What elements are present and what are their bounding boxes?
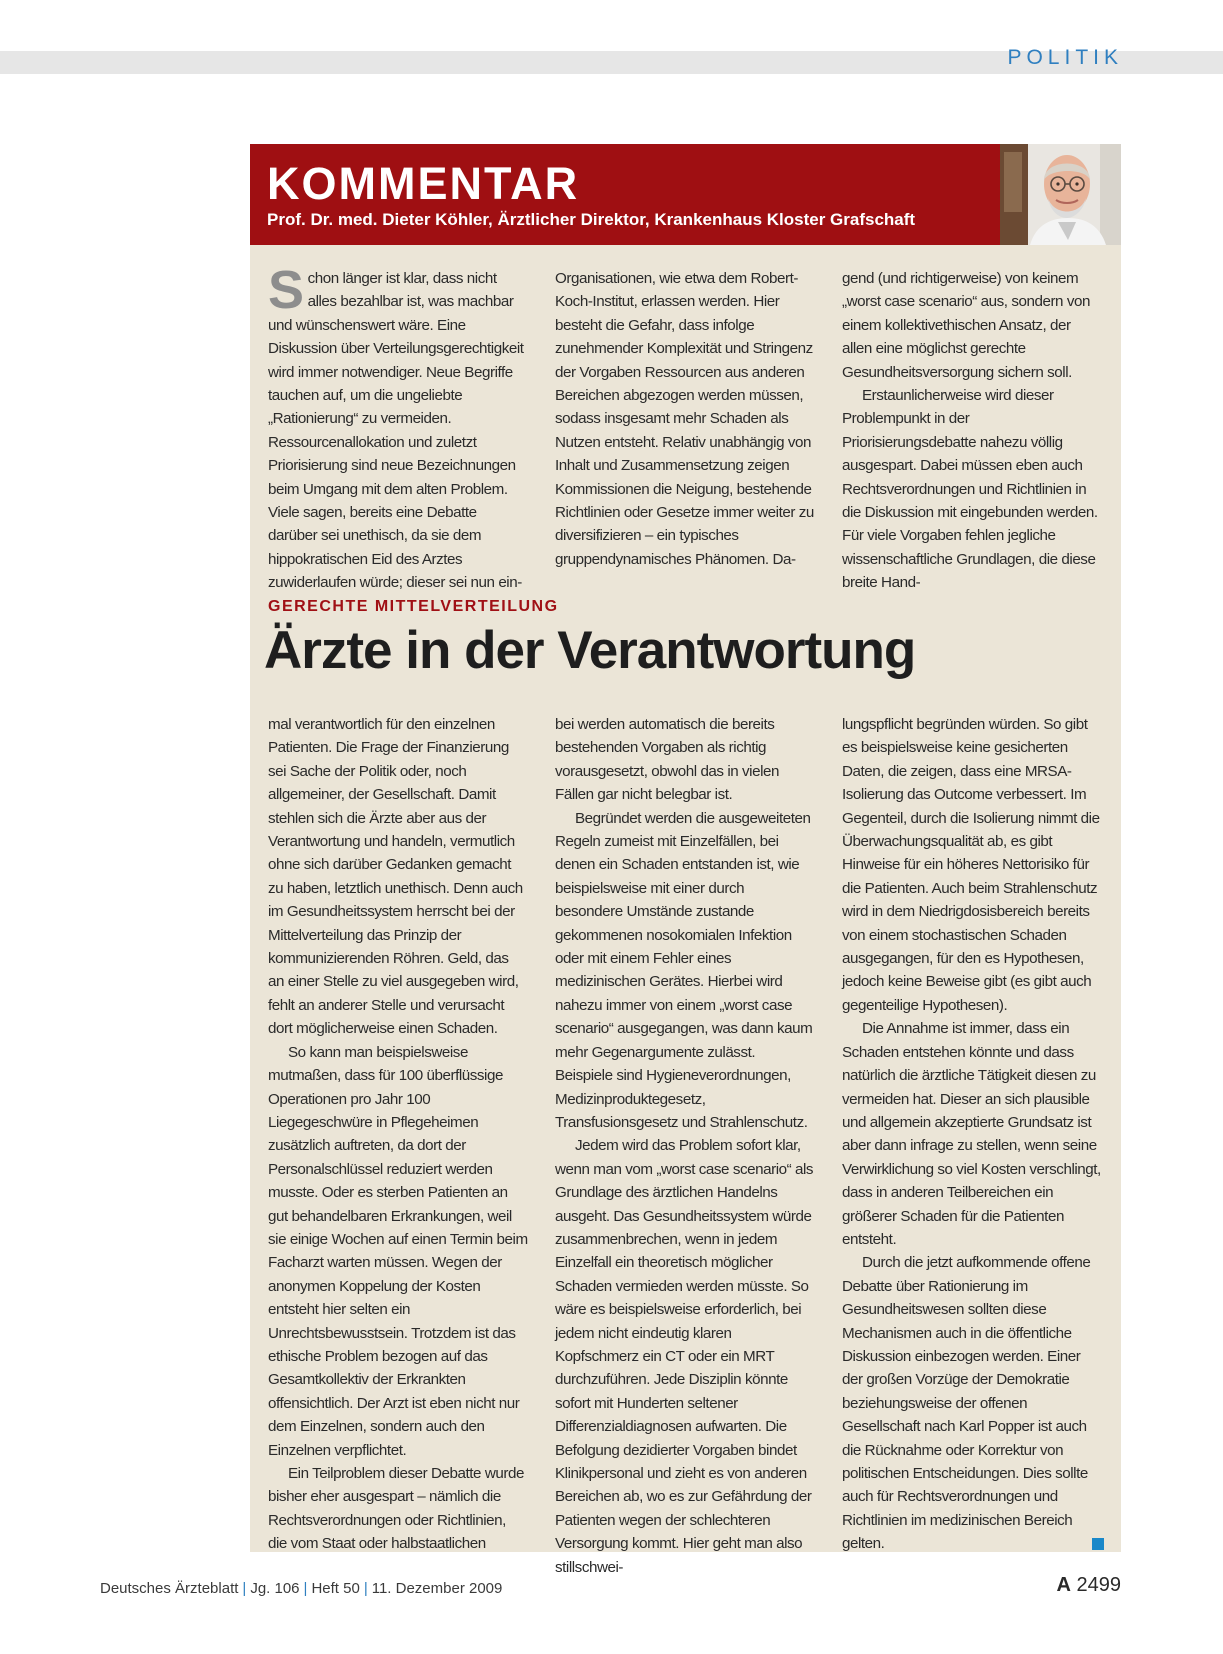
journal-date: 11. Dezember 2009 — [371, 1580, 503, 1597]
paragraph: bei werden automatisch die bereits bestehenden Vorgaben als richtig vorausgesetzt, obwohl das in vielen Fällen gar nicht belegbar ist. — [555, 716, 780, 804]
top-column-1 — [268, 260, 528, 595]
top-column-3 — [842, 267, 1104, 595]
journal-volume: Jg. 106 — [250, 1580, 300, 1597]
paragraph-text: Durch die jetzt aufkommende offene Debatte über Rationierung im Gesundheitswesen sollten diese Mechanismen auch in die öffentliche Diskussion einbezogen werden. Einer der großen Vorzüge der Demokratie beziehungsweise der offenen Gesellschaft nach Karl Popper ist auch die Rücknahme oder Korrektur von politischen Entscheidungen. Dies sollte auch für Rechtsverordnungen und Richtlinien im medizinischen Bereich gelten. — [842, 1254, 1091, 1553]
paragraph: mal verantwortlich für den einzelnen Patienten. Die Frage der Finanzierung sei Sache der Politik oder, noch allgemeiner, der Gesellschaft. Damit stehlen sich die Ärzte aber aus der Verantwortung und handeln, vermutlich ohne sich darüber Gedanken gemacht zu haben, letztlich unethisch. Denn auch im Gesundheitssystem herrscht bei der Mittelverteilung das Prinzip der kommunizierenden Röhren. Geld, das an einer Stelle zu viel ausgegeben wird, fehlt an anderer Stelle und verursacht dort möglicherweise einen Schaden. — [268, 716, 523, 1038]
author-photo — [1000, 144, 1121, 245]
footer-citation — [100, 1580, 502, 1597]
paragraph: Jedem wird das Problem sofort klar, wenn man vom „worst case scenario“ als Grundlage des ärztlichen Handelns ausgeht. Das Gesundheitssystem würde zusammenbrechen, wenn in jedem Einzelfall ein theoretisch möglicher Schaden vermieden werden müsste. So wäre es beispielsweise erforderlich, bei jedem nicht eindeutig klaren Kopfschmerz ein CT oder ein MRT durchzuführen. Jede Disziplin könnte sofort mit Hunderten seltener Differenzialdiagnosen aufwarten. Die Befolgung dezidierter Vorgaben bindet Klinikpersonal und zieht es von anderen Bereichen ab, wo es zur Gefährdung der Patienten wegen der schlechteren Versorgung kommt. Hier geht man also stillschwei- — [555, 1137, 814, 1576]
paragraph: Die Annahme ist immer, dass ein Schaden entstehen könnte und dass natürlich die ärztliche Tätigkeit diesen zu vermeiden hat. Dieser an sich plausible und allgemein akzeptierte Grundsatz ist aber dann infrage zu stellen, wenn seine Verwirklichung so viel Kosten verschlingt, dass in anderen Teilbereichen ein größerer Schaden für die Patienten entsteht. — [842, 1020, 1101, 1248]
page-number — [1056, 1574, 1121, 1597]
separator: | — [242, 1580, 247, 1597]
comment-label: KOMMENTAR — [267, 158, 580, 209]
end-mark-icon — [1092, 1538, 1104, 1550]
journal-issue: Heft 50 — [311, 1580, 360, 1597]
page-prefix: A — [1056, 1574, 1071, 1596]
section-label: POLITIK — [1007, 46, 1123, 69]
page-value: 2499 — [1076, 1574, 1121, 1596]
top-column-2 — [555, 267, 815, 571]
separator: | — [303, 1580, 308, 1597]
paragraph: Organisationen, wie etwa dem Robert-Koch-Institut, erlassen werden. Hier besteht die Gefahr, dass infolge zunehmender Komplexität und Stringenz der Vorgaben Ressourcen aus anderen Bereichen abgezogen werden müssen, sodass insgesamt mehr Schaden als Nutzen entsteht. Relativ unabhängig von Inhalt und Zusammensetzung zeigen Kommissionen die Neigung, bestehende Richtlinien oder Gesetze immer weiter zu diversifizieren – ein typisches gruppendynamisches Phänomen. Da- — [555, 270, 814, 568]
portrait-image — [1000, 144, 1121, 245]
paragraph: So kann man beispielsweise mutmaßen, dass für 100 überflüssige Operationen pro Jahr 100 Liegegeschwüre in Pflegeheimen zusätzlich auftreten, da dort der Personalschlüssel reduziert werden musste. Oder es sterben Patienten an gut behandelbaren Erkrankungen, weil sie einige Wochen auf einen Termin beim Facharzt warten müssen. Wegen der anonymen Koppelung der Kosten entsteht hier selten ein Unrechtsbewusstsein. Trotzdem ist das ethische Problem bezogen auf das Gesamtkollektiv der Erkrankten offensichtlich. Der Arzt ist eben nicht nur dem Einzelnen, sondern auch den Einzelnen verpflichtet. — [268, 1043, 528, 1459]
drop-cap: S — [268, 260, 304, 320]
article-kicker: GERECHTE MITTELVERTEILUNG — [268, 598, 559, 615]
paragraph: Begründet werden die ausgeweiteten Regeln zumeist mit Einzelfällen, bei denen ein Schaden entstanden ist, wie beispielsweise mit einer durch besondere Umstände zustande gekommenen nosokomialen Infektion oder mit einem Fehler eines medizinischen Gerätes. Hierbei wird nahezu immer von einem „worst case scenario“ ausgegangen, was dann kaum mehr Gegenargumente zulässt. Beispiele sind Hygieneverordnungen, Medizinproduktegesetz, Transfusionsgesetz und Strahlenschutz. — [555, 809, 813, 1131]
paragraph — [842, 1251, 1104, 1555]
bottom-column-3 — [842, 713, 1104, 1556]
bottom-column-1 — [268, 713, 528, 1556]
paragraph: lungspflicht begründen würden. So gibt es beispielsweise keine gesicherten Daten, die zeigen, dass eine MRSA-Isolierung das Outcome verbessert. Im Gegenteil, durch die Isolierung nimmt die Überwachungsqualität ab, es gibt Hinweise für ein höheres Nettorisiko für die Patienten. Auch beim Strahlenschutz wird in dem Niedrigdosisbereich bereits von einem stochastischen Schaden ausgegangen, für den es Hypothesen, jedoch keine Beweise gibt (es gibt auch gegenteilige Hypothesen). — [842, 716, 1100, 1014]
paragraph: gend (und richtigerweise) von keinem „worst case scenario“ aus, sondern von einem kollektivethischen Ansatz, der allen eine möglichst gerechte Gesundheitsversorgung sichern soll. — [842, 270, 1090, 381]
paragraph: Ein Teilproblem dieser Debatte wurde bisher eher ausgespart – nämlich die Rechtsverordnungen oder Richtlinien, die vom Staat oder halbstaatlichen — [268, 1465, 524, 1553]
bottom-column-2 — [555, 713, 815, 1579]
article-headline: Ärzte in der Verantwortung — [264, 621, 916, 680]
paragraph: Erstaunlicherweise wird dieser Problempunkt in der Priorisierungsdebatte nahezu völlig ausgespart. Dabei müssen eben auch Rechtsverordnungen und Richtlinien in die Diskussion mit eingebunden werden. Für viele Vorgaben fehlen jegliche wissenschaftliche Grundlagen, die diese breite Hand- — [842, 387, 1098, 592]
comment-banner — [250, 144, 1000, 245]
journal-name: Deutsches Ärzteblatt — [100, 1580, 239, 1597]
paragraph: chon länger ist klar, dass nicht alles bezahlbar ist, was machbar und wünschenswert wäre. Eine Diskussion über Verteilungsgerechtigkeit wird immer notwendiger. Neue Begriffe tauchen auf, um die ungeliebte „Rationierung“ zu vermeiden. Ressourcenallokation und zuletzt Priorisierung sind neue Bezeichnungen beim Umgang mit dem alten Problem. Viele sagen, bereits eine Debatte darüber sei unethisch, da sie dem hippokratischen Eid des Arztes zuwiderlaufen würde; dieser sei nun ein- — [268, 270, 524, 592]
separator: | — [363, 1580, 368, 1597]
author-line: Prof. Dr. med. Dieter Köhler, Ärztlicher Direktor, Krankenhaus Kloster Grafschaft — [267, 210, 916, 229]
